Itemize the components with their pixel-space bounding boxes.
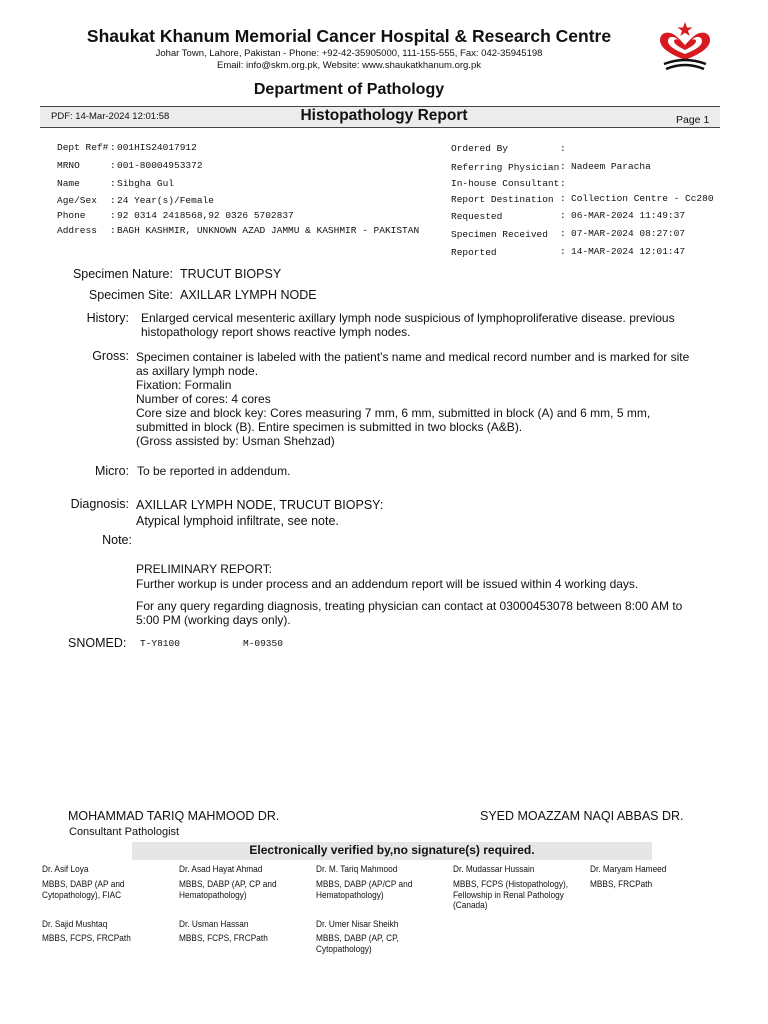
doctor-qualifications: MBBS, FRCPath (590, 879, 653, 889)
signatory-right-name: SYED MOAZZAM NAQI ABBAS DR. (480, 809, 684, 823)
report-title: Histopathology Report (300, 107, 468, 124)
specimen-received-label: Specimen Received (451, 229, 548, 240)
doctor-qualifications: MBBS, FCPS, FRCPath (42, 933, 131, 943)
colon: : (560, 246, 566, 257)
gross-text: Specimen container is labeled with the patient's name and medical record number and is marked for site as axillary lymph node. Fixation: Formalin Number of cores: 4 cores Core size and block key: Cores measuring 7 mm, 6 mm, submitted in block (A) and 6 mm, 5 mm, submitted in block (B). Entire specimen is submitted in two blocks (A&B). (Gross assisted by: Usman Shehzad) (136, 350, 690, 448)
doctor-qualifications: MBBS, FCPS (Histopathology), Fellowship in Renal Pathology (Canada) (453, 879, 569, 910)
phone-label: Phone (57, 210, 86, 221)
colon: : (560, 178, 566, 189)
doctor-name: Dr. Maryam Hameed (590, 864, 667, 874)
snomed-code-morphology: M-09350 (243, 638, 283, 649)
diagnosis-line-1: AXILLAR LYMPH NODE, TRUCUT BIOPSY: (136, 498, 384, 512)
note-label: Note: (102, 533, 132, 547)
colon: : (110, 195, 116, 206)
referring-physician-value: Nadeem Paracha (571, 161, 651, 172)
age-sex-label: Age/Sex (57, 195, 97, 206)
reported-value: 14-MAR-2024 12:01:47 (571, 246, 686, 257)
age-sex-value: 24 Year(s)/Female (117, 195, 214, 206)
doctor-qualifications: MBBS, FCPS, FRCPath (179, 933, 268, 943)
diagnosis-line-2: Atypical lymphoid infiltrate, see note. (136, 514, 339, 528)
pdf-date: PDF: 14-Mar-2024 12:01:58 (51, 111, 170, 122)
specimen-nature-value: TRUCUT BIOPSY (180, 267, 282, 281)
hospital-name: Shaukat Khanum Memorial Cancer Hospital & Research Centre (86, 26, 612, 46)
referring-physician-label: Referring Physician (451, 162, 560, 173)
name-label: Name (57, 178, 80, 189)
micro-label: Micro: (94, 464, 129, 478)
history-text: Enlarged cervical mesenteric axillary lymph node suspicious of lymphoproliferative disease. previous histopathology report shows reactive lymph nodes. (141, 311, 675, 339)
query-text: For any query regarding diagnosis, treating physician can contact at 03000453078 between 8:00 AM to 5:00 PM (working days only). (136, 599, 683, 627)
report-destination-label: Report Destination (451, 194, 554, 205)
history-label: History: (86, 311, 129, 325)
specimen-received-value: 07-MAR-2024 08:27:07 (571, 228, 686, 239)
doctor-name: Dr. Sajid Mushtaq (42, 919, 108, 929)
snomed-label: SNOMED: (68, 636, 127, 650)
specimen-site-label: Specimen Site: (88, 288, 173, 302)
colon: : (110, 142, 116, 153)
workup-text: Further workup is under process and an addendum report will be issued within 4 working days. (136, 577, 639, 591)
hospital-contact: Email: info@skm.org.pk, Website: www.shaukatkhanum.org.pk (217, 60, 481, 71)
gross-label: Gross: (92, 349, 129, 363)
skmch-logo-icon (656, 20, 714, 72)
colon: : (110, 160, 116, 171)
colon: : (560, 228, 566, 239)
doctor-qualifications: MBBS, DABP (AP, CP and Hematopathology) (179, 879, 277, 900)
doctor-name: Dr. M. Tariq Mahmood (316, 864, 398, 874)
doctor-name: Dr. Asif Loya (42, 864, 89, 874)
mrno-label: MRNO (57, 160, 80, 171)
preliminary-report: PRELIMINARY REPORT: (136, 562, 273, 576)
doctor-name: Dr. Mudassar Hussain (453, 864, 535, 874)
doctor-name: Dr. Asad Hayat Ahmad (179, 864, 263, 874)
signatory-left-name: MOHAMMAD TARIQ MAHMOOD DR. (68, 809, 280, 823)
micro-text: To be reported in addendum. (137, 464, 291, 478)
dept-ref-value: 001HIS24017912 (117, 142, 197, 153)
dept-ref-label: Dept Ref# (57, 142, 109, 153)
colon: : (110, 210, 116, 221)
inhouse-consultant-label: In-house Consultant (451, 178, 560, 189)
phone-value: 92 0314 2418568,92 0326 5702837 (117, 210, 294, 221)
colon: : (560, 210, 566, 221)
colon: : (560, 193, 566, 204)
colon: : (110, 178, 116, 189)
colon: : (560, 161, 566, 172)
doctor-name: Dr. Umer Nisar Sheikh (316, 919, 399, 929)
ordered-by-label: Ordered By (451, 143, 509, 154)
mrno-value: 001-80004953372 (117, 160, 203, 171)
diagnosis-label: Diagnosis: (70, 497, 129, 511)
address-label: Address (57, 225, 97, 236)
reported-label: Reported (451, 247, 497, 258)
department-title: Department of Pathology (253, 81, 445, 98)
requested-label: Requested (451, 211, 503, 222)
address-value: BAGH KASHMIR, UNKNOWN AZAD JAMMU & KASHMIR - PAKISTAN (117, 225, 420, 236)
page-number: Page 1 (676, 114, 710, 126)
requested-value: 06-MAR-2024 11:49:37 (571, 210, 686, 221)
specimen-site-value: AXILLAR LYMPH NODE (180, 288, 317, 302)
specimen-nature-label: Specimen Nature: (72, 267, 173, 281)
electronic-verification-banner: Electronically verified by,no signature(s) required. (132, 842, 652, 860)
doctor-qualifications: MBBS, DABP (AP/CP and Hematopathology) (316, 879, 413, 900)
signatory-left-title: Consultant Pathologist (69, 826, 180, 838)
doctor-name: Dr. Usman Hassan (179, 919, 249, 929)
hospital-address: Johar Town, Lahore, Pakistan - Phone: +92-42-35905000, 111-155-555, Fax: 042-35945198 (155, 48, 543, 59)
colon: : (560, 143, 566, 154)
name-value: Sibgha Gul (117, 178, 175, 189)
snomed-code-topography: T-Y8100 (140, 638, 180, 649)
doctor-qualifications: MBBS, DABP (AP and Cytopathology), FIAC (42, 879, 125, 900)
report-destination-value: Collection Centre - Cc280 (571, 193, 714, 204)
colon: : (110, 225, 116, 236)
doctor-qualifications: MBBS, DABP (AP, CP, Cytopathology) (316, 933, 399, 954)
